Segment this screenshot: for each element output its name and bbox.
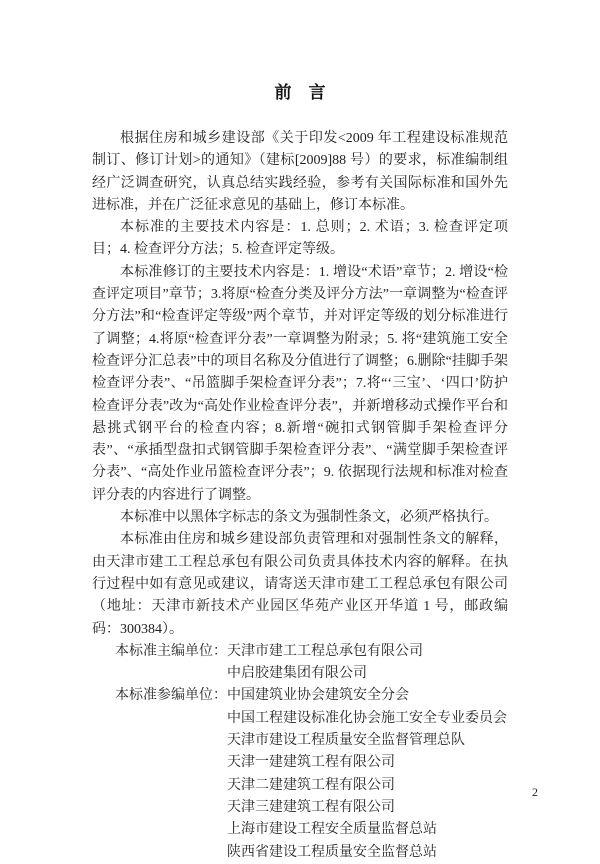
unit-item: 中国工程建设标准化协会施工安全专业委员会 — [227, 710, 507, 726]
chief-editor-row — [92, 641, 508, 686]
unit-item: 陕西省建设工程质量安全监督总站 — [227, 844, 437, 860]
chief-editor-units — [227, 641, 423, 686]
unit-item: 天津三建建筑工程有限公司 — [227, 799, 395, 815]
paragraph-revision-contents: 本标准修订的主要技术内容是：1. 增设“术语”章节；2. 增设“检查评定项目”章节；3.将原“检查分类及评分方法”一章调整为“检查评分方法”和“检查评定等级”两个章节，并对评定等级的划分标准进行了调整；4.将原“检查评分表”一章调整为附录；5. 将“建筑施工安全检查评分汇总表”中的项目名称及分值进行了调整；6.删除“挂脚手架检查评分表”、“吊篮脚手架检查评分表”；7.将“‘三宝’、‘四口’防护检查评分表”改为“高处作业检查评分表”，并新增移动式操作平台和悬挑式钢平台的检查内容；8.新增“碗扣式钢管脚手架检查评分表”、“承插型盘扣式钢管脚手架检查评分表”、“满堂脚手架检查评分表”、“高处作业吊篮检查评分表”；9. 依据现行法规和标准对检查评分表的内容进行了调整。 — [92, 264, 508, 503]
participating-row — [92, 685, 508, 863]
unit-item: 天津二建建筑工程有限公司 — [227, 777, 395, 793]
page-title: 前 言 — [274, 83, 326, 102]
unit-item: 中国建筑业协会建筑安全分会 — [227, 688, 409, 704]
participating-units — [227, 685, 507, 863]
unit-item: 天津市建工工程总承包有限公司 — [227, 643, 423, 659]
document-body — [92, 128, 508, 864]
participating-label: 本标准参编单位： — [115, 688, 227, 704]
unit-item: 中启胶建集团有限公司 — [227, 666, 367, 682]
paragraph-administration: 本标准由住房和城乡建设部负责管理和对强制性条文的解释，由天津市建工工程总承包有限公司负责具体技术内容的解释。在执行过程中如有意见或建议，请寄送天津市建工工程总承包有限公司（地址：天津市新技术产业园区华苑产业区开华道 1 号，邮政编码：300384）。 — [92, 532, 508, 637]
paragraph-main-contents: 本标准的主要技术内容是：1. 总则；2. 术语；3. 检查评定项目；4. 检查评分方法；5. 检查评定等级。 — [92, 220, 508, 258]
page-number: 2 — [532, 785, 538, 799]
paragraph-basis: 根据住房和城乡建设部《关于印发<2009 年工程建设标准规范制订、修订计划>的通知》（建标[2009]88 号）的要求，标准编制组经广泛调查研究，认真总结实践经验，参考有关国际标准和国外先进标准，并在广泛征求意见的基础上，修订本标准。 — [92, 131, 508, 213]
chief-editor-label: 本标准主编单位： — [115, 643, 227, 659]
unit-item: 上海市建设工程安全质量监督总站 — [227, 822, 437, 838]
unit-item: 天津一建建筑工程有限公司 — [227, 755, 395, 771]
paragraph-mandatory-clauses: 本标准中以黑体字标志的条文为强制性条文，必须严格执行。 — [120, 510, 498, 526]
unit-item: 天津市建设工程质量安全监督管理总队 — [227, 733, 465, 749]
